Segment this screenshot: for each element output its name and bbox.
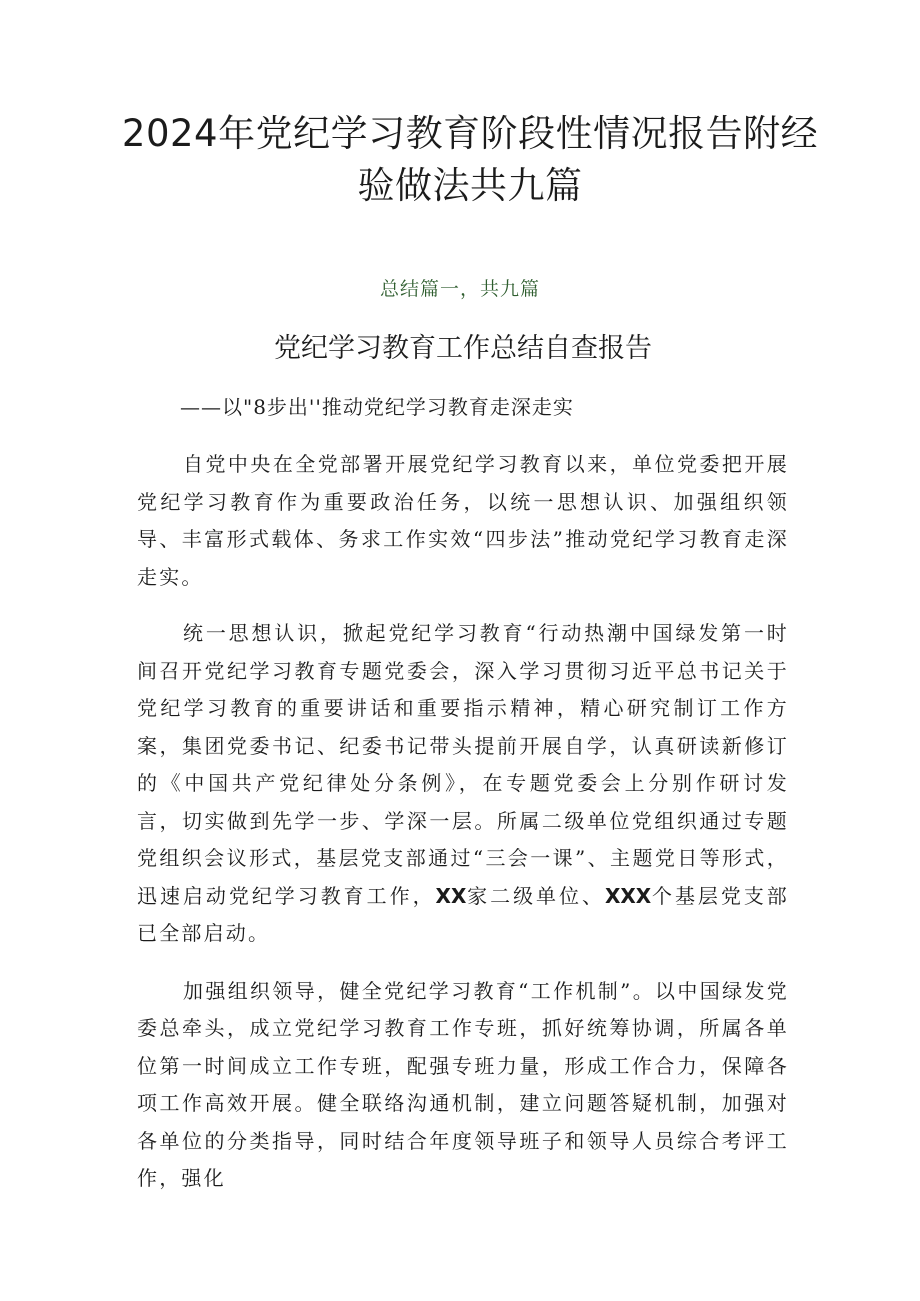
doc-subtitle: ——以"8步出''推动党纪学习教育走深走实 [180, 395, 574, 419]
main-title-line-1: 2024年党纪学习教育阶段性情况报告附经 [121, 112, 819, 155]
section-label: 总结篇一，共九篇 [379, 278, 540, 300]
doc-title: 党纪学习教育工作总结自查报告 [274, 333, 652, 364]
paragraph-2-text-end: 个基层党支部已全部启动。 [137, 883, 790, 945]
paragraph-2-text: 统一思想认识，掀起党纪学习教育“行动热潮中国绿发第一时间召开党纪学习教育专题党委会，深入学习贯彻习近平总书记关于党纪学习教育的重要讲话和重要指示精神，精心研究制订工作方案，集团党委书记、纪委书记带头提前开展自学，认真研读新修订的《中国共产党纪律处分条例》，在专题党委会上分别作研讨发言，切实做到先学一步、学深一层。所属二级单位党组织通过专题党组织会议形式，基层党支部通过“三会一课”、主题党日等形式，迅速启动党纪学习教育工作， [137, 621, 789, 908]
placeholder-count-units: XX [435, 883, 467, 908]
paragraph-2-text-units: 家二级单位、 [466, 883, 605, 908]
body-text [137, 446, 789, 1217]
paragraph-3: 加强组织领导，健全党纪学习教育“工作机制”。以中国绿发党委总牵头，成立党纪学习教育工作专班，抓好统筹协调，所属各单位第一时间成立工作专班，配强专班力量，形成工作合力，保障各项工作高效开展。健全联络沟通机制，建立问题答疑机制，加强对各单位的分类指导，同时结合年度领导班子和领导人员综合考评工作，强化 [137, 978, 789, 1190]
paragraph-2 [137, 615, 789, 953]
paragraph-1: 自党中央在全党部署开展党纪学习教育以来，单位党委把开展党纪学习教育作为重要政治任务，以统一思想认识、加强组织领导、丰富形式载体、务求工作实效“四步法”推动党纪学习教育走深走实。 [137, 452, 789, 589]
main-title-line-2: 验做法共九篇 [357, 164, 583, 207]
main-title [120, 108, 820, 212]
placeholder-count-branches: XXX [604, 883, 652, 908]
